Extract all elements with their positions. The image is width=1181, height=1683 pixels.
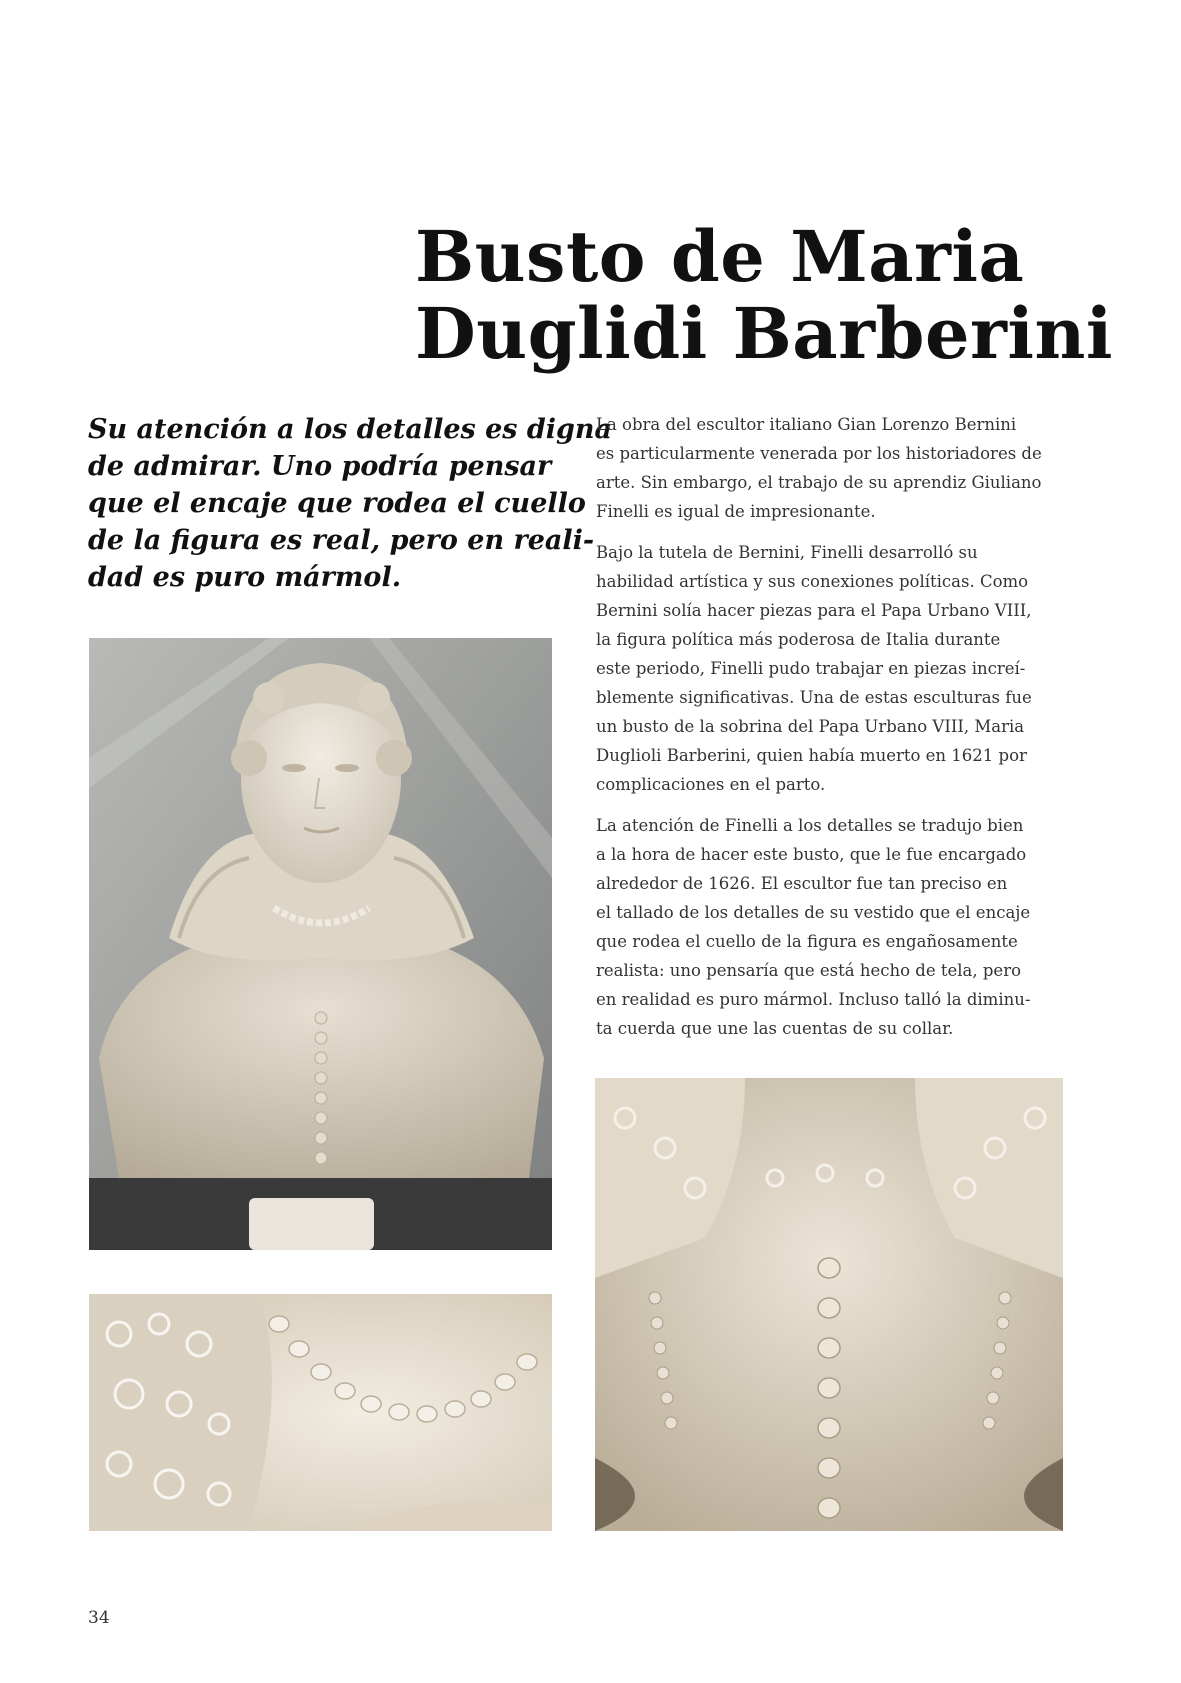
body-line: que rodea el cuello de la figura es engañosamente bbox=[596, 932, 1018, 951]
necklace-detail-image bbox=[89, 1294, 552, 1531]
article-title bbox=[415, 215, 1135, 375]
body-line: Finelli es igual de impresionante. bbox=[596, 502, 876, 521]
pull-quote-line: de la figura es real, pero en reali- bbox=[88, 525, 595, 556]
body-line: blemente significativas. Una de estas esculturas fue bbox=[596, 688, 1032, 707]
body-line: La obra del escultor italiano Gian Lorenzo Bernini bbox=[596, 415, 1017, 434]
bust-photo-image bbox=[89, 638, 552, 1250]
body-line: en realidad es puro mármol. Incluso talló la diminu- bbox=[596, 990, 1031, 1009]
body-line: realista: uno pensaría que está hecho de tela, pero bbox=[596, 961, 1022, 980]
paragraph-3 bbox=[596, 811, 1086, 1043]
dress-detail-photo bbox=[595, 1078, 1063, 1531]
bust-photo bbox=[89, 638, 552, 1250]
pull-quote-line: de admirar. Uno podría pensar bbox=[88, 451, 552, 482]
pull-quote-line: que el encaje que rodea el cuello bbox=[88, 488, 586, 519]
pull-quote-line: dad es puro mármol. bbox=[88, 562, 402, 593]
title-line-1: Busto de Maria bbox=[415, 215, 1025, 298]
body-line: este periodo, Finelli pudo trabajar en piezas increí- bbox=[596, 659, 1026, 678]
body-line: La atención de Finelli a los detalles se tradujo bien bbox=[596, 816, 1024, 835]
page-number: 34 bbox=[88, 1608, 110, 1628]
necklace-detail-photo bbox=[89, 1294, 552, 1531]
paragraph-1 bbox=[596, 410, 1086, 526]
body-line: Duglioli Barberini, quien había muerto en 1621 por bbox=[596, 746, 1027, 765]
title-line-2: Duglidi Barberini bbox=[415, 292, 1113, 375]
pull-quote-line: Su atención a los detalles es digna bbox=[88, 414, 613, 445]
body-line: es particularmente venerada por los historiadores de bbox=[596, 444, 1042, 463]
body-line: la figura política más poderosa de Italia durante bbox=[596, 630, 1001, 649]
paragraph-2 bbox=[596, 538, 1086, 799]
body-line: alrededor de 1626. El escultor fue tan preciso en bbox=[596, 874, 1008, 893]
pull-quote bbox=[88, 411, 613, 596]
body-line: Bajo la tutela de Bernini, Finelli desarrolló su bbox=[596, 543, 978, 562]
body-line: Bernini solía hacer piezas para el Papa Urbano VIII, bbox=[596, 601, 1032, 620]
body-line: ta cuerda que une las cuentas de su collar. bbox=[596, 1019, 954, 1038]
body-line: arte. Sin embargo, el trabajo de su aprendiz Giuliano bbox=[596, 473, 1042, 492]
dress-detail-image bbox=[595, 1078, 1063, 1531]
body-line: habilidad artística y sus conexiones políticas. Como bbox=[596, 572, 1029, 591]
body-text bbox=[596, 410, 1086, 1055]
body-line: un busto de la sobrina del Papa Urbano VIII, Maria bbox=[596, 717, 1025, 736]
body-line: complicaciones en el parto. bbox=[596, 775, 826, 794]
body-line: el tallado de los detalles de su vestido que el encaje bbox=[596, 903, 1031, 922]
body-line: a la hora de hacer este busto, que le fue encargado bbox=[596, 845, 1027, 864]
